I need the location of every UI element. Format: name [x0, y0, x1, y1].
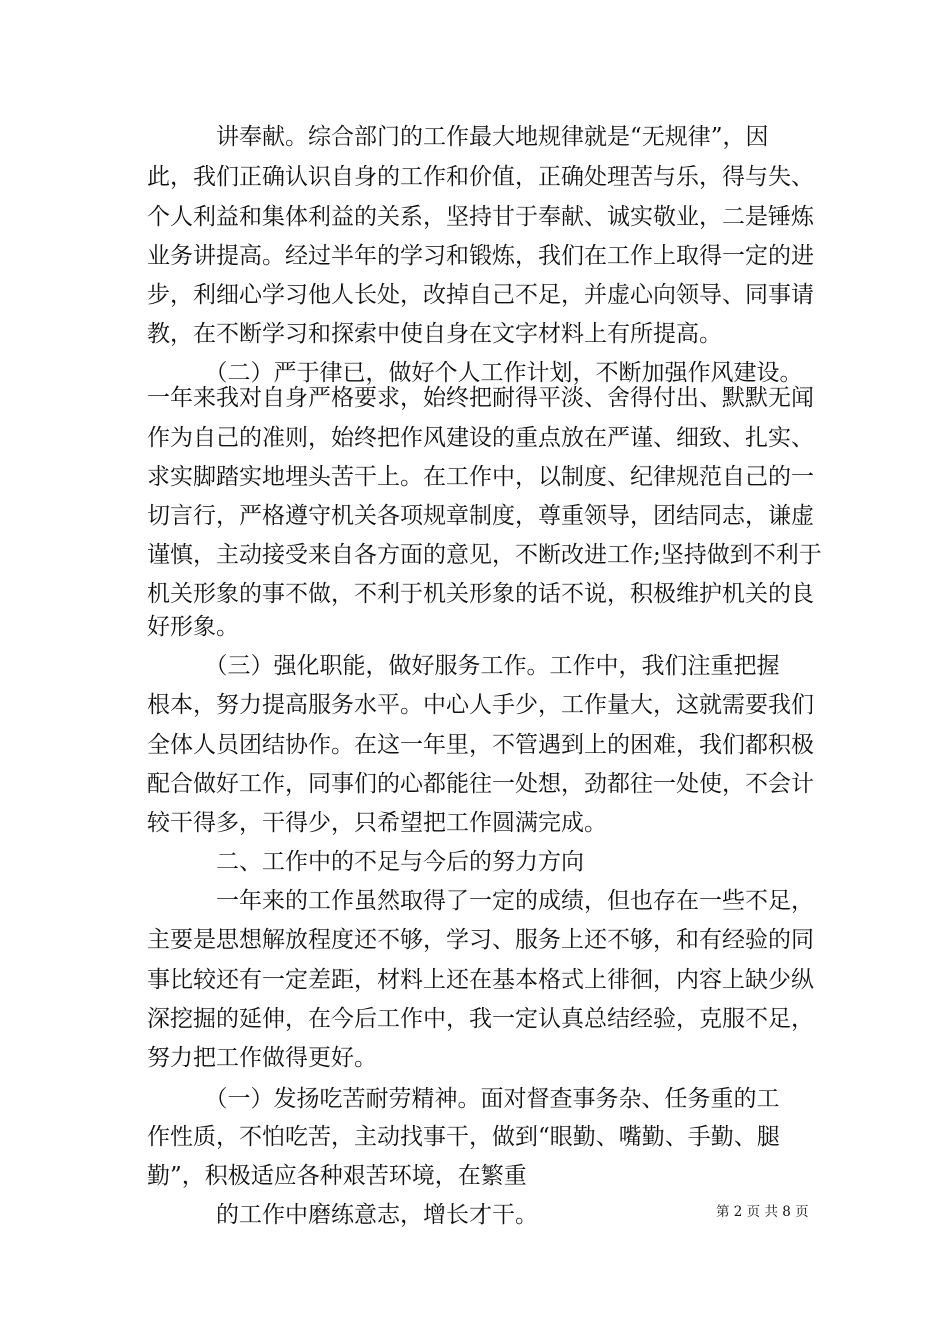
text-line: 深挖掘的延伸，在今后工作中，我一定认真总结经验，克服不足，: [147, 1006, 814, 1032]
page-number-footer: 第 2 页 共 8 页: [716, 1204, 809, 1220]
text-line: 努力把工作做得更好。: [147, 1045, 377, 1071]
text-line: 较干得多，干得少，只希望把工作圆满完成。: [147, 810, 607, 836]
text-line: 求实脚踏实地埋头苦干上。在工作中，以制度、纪律规范自己的一: [147, 464, 814, 490]
text-line: 机关形象的事不做，不利于机关形象的话不说，积极维护机关的良: [147, 581, 814, 607]
text-line: （三）强化职能，做好服务工作。工作中，我们注重把握: [147, 653, 780, 679]
text-line: 的工作中磨练意志，增长才干。: [147, 1202, 538, 1228]
text-line: 作为自己的准则，始终把作风建设的重点放在严谨、细致、扎实、: [147, 425, 814, 451]
text-line: 勤”，积极适应各种艰苦环境，在繁重: [147, 1163, 527, 1189]
text-line: 配合做好工作，同事们的心都能往一处想，劲都往一处使，不会计: [147, 771, 814, 797]
text-line: 事比较还有一定差距，材料上还在基本格式上徘徊，内容上缺少纵: [147, 967, 814, 993]
text-line: 讲奉献。综合部门的工作最大地规律就是“无规律”，因: [147, 124, 769, 150]
text-line: 切言行，严格遵守机关各项规章制度，尊重领导，团结同志，谦虚: [147, 503, 814, 529]
text-line: 谨慎，主动接受来自各方面的意见，不断改进工作;坚持做到不利于: [147, 542, 822, 568]
section-heading: 二、工作中的不足与今后的努力方向: [147, 849, 584, 875]
text-line: 步，利细心学习他人长处，改掉自己不足，并虚心向领导、同事请: [147, 282, 814, 308]
text-line: 作性质，不怕吃苦，主动找事干，做到“眼勤、嘴勤、手勤、腿: [147, 1124, 780, 1150]
text-line: 主要是思想解放程度还不够，学习、服务上还不够，和有经验的同: [147, 927, 814, 953]
text-line: 业务讲提高。经过半年的学习和锻炼，我们在工作上取得一定的进: [147, 243, 814, 269]
text-line: 教，在不断学习和探索中使自身在文字材料上有所提高。: [147, 321, 722, 347]
text-line: （二）严于律已，做好个人工作计划，不断加强作风建设。: [147, 360, 803, 386]
text-line: 此，我们正确认识自身的工作和价值，正确处理苦与乐，得与失、: [147, 164, 814, 190]
text-line: 好形象。: [147, 614, 239, 640]
text-line: 全体人员团结协作。在这一年里，不管遇到上的困难，我们都积极: [147, 732, 814, 758]
text-line: （一）发扬吃苦耐劳精神。面对督查事务杂、任务重的工: [147, 1086, 780, 1112]
text-line: 个人利益和集体利益的关系，坚持甘于奉献、诚实敬业，二是锤炼: [147, 204, 814, 230]
text-line: 一年来的工作虽然取得了一定的成绩，但也存在一些不足，: [147, 888, 814, 914]
text-line: 根本，努力提高服务水平。中心人手少，工作量大，这就需要我们: [147, 692, 814, 718]
text-line: 一年来我对自身严格要求，始终把耐得平淡、舍得付出、默默无闻: [147, 385, 814, 411]
